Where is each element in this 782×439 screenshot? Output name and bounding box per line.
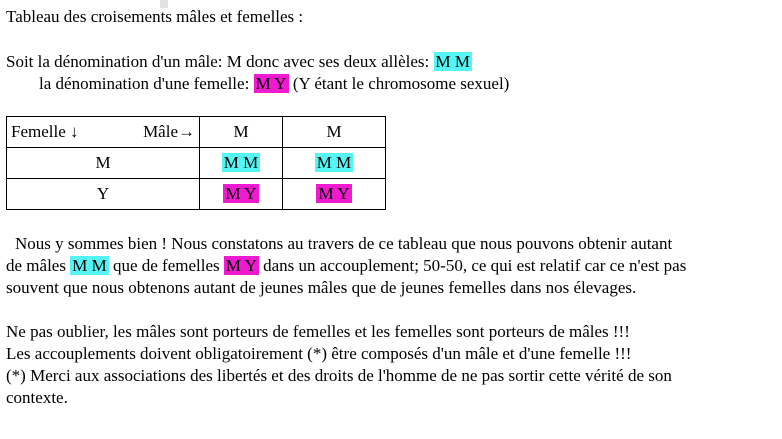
genotype-badge: M M bbox=[316, 153, 352, 172]
male-code-badge: M M bbox=[72, 256, 107, 275]
male-definition bbox=[6, 51, 472, 73]
paragraph2-line3: (*) Merci aux associations des libertés et des droits de l'homme de ne pas sortir cette vérité de son bbox=[6, 366, 672, 385]
column-header: M bbox=[283, 117, 386, 148]
table-cell bbox=[283, 148, 386, 179]
paragraph2-line4: contexte. bbox=[6, 388, 68, 407]
female-code-badge: M Y bbox=[255, 74, 287, 93]
genotype-badge: M Y bbox=[225, 184, 257, 203]
genotype-badge: M Y bbox=[318, 184, 350, 203]
paragraph1-line1: Nous y sommes bien ! Nous constatons au travers de ce tableau que nous pouvons obtenir autant bbox=[15, 234, 673, 253]
female-definition bbox=[39, 73, 509, 95]
text-segment: que de femelles bbox=[112, 256, 220, 275]
paragraph1-line2 bbox=[6, 255, 686, 277]
header-male-label: Mâle→ bbox=[143, 122, 195, 141]
table-cell bbox=[283, 179, 386, 210]
row-label: M bbox=[7, 148, 200, 179]
female-definition-text: la dénomination d'une femelle: bbox=[39, 74, 250, 93]
female-definition-note: (Y étant le chromosome sexuel) bbox=[292, 74, 510, 93]
header-female-label: Femelle ↓ bbox=[11, 122, 79, 141]
table-row bbox=[7, 179, 386, 210]
text-segment: dans un accouplement; 50-50, ce qui est relatif car ce n'est pas bbox=[263, 256, 687, 275]
table-cell bbox=[200, 179, 283, 210]
paragraph1-line3: souvent que nous obtenons autant de jeunes mâles que de jeunes femelles dans nos élevages. bbox=[6, 278, 637, 297]
male-code-badge: M M bbox=[435, 52, 470, 71]
table-row bbox=[7, 148, 386, 179]
genotype-badge: M M bbox=[223, 153, 259, 172]
header-corner-cell bbox=[7, 117, 200, 148]
paragraph2-line1: Ne pas oublier, les mâles sont porteurs de femelles et les femelles sont porteurs de mâles !!! bbox=[6, 322, 630, 341]
cross-table bbox=[6, 116, 386, 210]
table-header-row bbox=[7, 117, 386, 148]
paragraph2-line2: Les accouplements doivent obligatoirement (*) être composés d'un mâle et d'une femelle !!! bbox=[6, 344, 632, 363]
row-label: Y bbox=[7, 179, 200, 210]
text-segment: de mâles bbox=[6, 256, 66, 275]
male-definition-text: Soit la dénomination d'un mâle: M donc avec ses deux allèles: bbox=[6, 52, 430, 71]
female-code-badge: M Y bbox=[225, 256, 257, 275]
document-title: Tableau des croisements mâles et femelles : bbox=[6, 7, 304, 26]
column-header: M bbox=[200, 117, 283, 148]
table-cell bbox=[200, 148, 283, 179]
